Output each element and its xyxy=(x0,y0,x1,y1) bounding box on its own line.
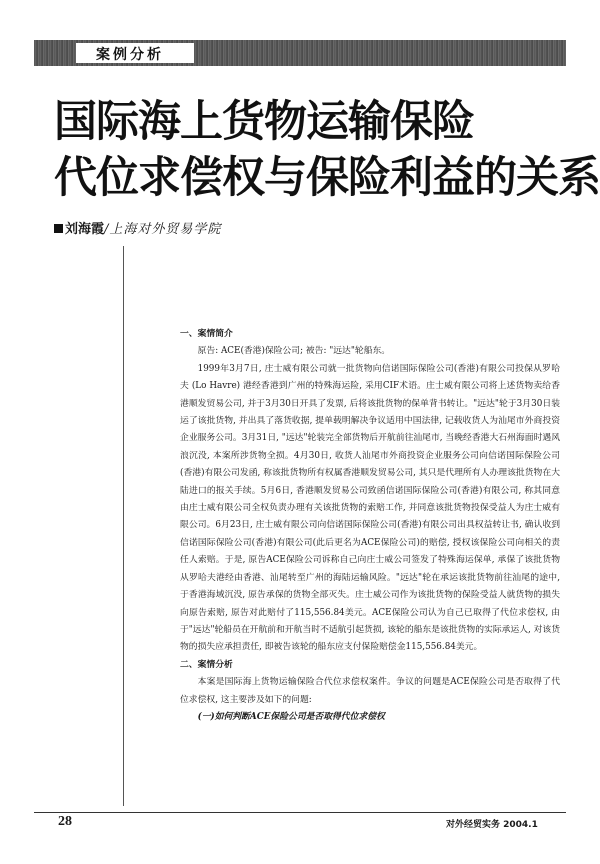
section-heading-2: 二、案情分析 xyxy=(180,659,233,670)
title-line-2: 代位求偿权与保险利益的关系 xyxy=(54,153,600,203)
author-name: 刘海霞 xyxy=(65,222,105,237)
article-body xyxy=(180,326,560,726)
section-heading-1: 一、案情简介 xyxy=(180,329,233,339)
author-square-icon xyxy=(54,224,63,233)
paragraph-analysis: 本案是国际海上货物运输保险合代位求偿权案件。争议的问题是ACE保险公司是否取得了代位求偿权, 这主要涉及如下的问题: xyxy=(180,677,560,705)
author-line xyxy=(54,218,221,237)
page-number: 28 xyxy=(58,814,72,829)
journal-info: 对外经贸实务 2004.1 xyxy=(446,820,538,830)
vertical-divider xyxy=(123,246,124,806)
paragraph-parties: 原告: ACE(香港)保险公司; 被告: "远达"轮船东。 xyxy=(197,346,391,357)
title-line-1: 国际海上货物运输保险 xyxy=(54,97,474,147)
author-affiliation: /上海对外贸易学院 xyxy=(104,222,222,237)
article-title xyxy=(54,94,600,206)
paragraph-case-facts: 1999年3月7日, 庄士威有限公司就一批货物向信诺国际保险公司(香港)有限公司投保从罗哈夫 (Lo Havre) 港经香港到广州的特殊海运险, 采用CIF术语。庄士威有限公司将上述货物卖给香港顺发贸易公司, 并于3月30日开具了发票, 后将该批货物的保单背书转让。"远达"轮于3月30日装运了该批货物, 并出具了落货收据, 提单载明解决争议适用中国法律, 记载收货人为汕尾市外商投资企业服务公司。3月31日, "远达"轮装完全部货物后开航前往汕尾市, 当晚经香港大石州海面时遇风浪沉没, 本案所涉货物全损。4月30日, 收货人汕尾市外商投资企业服务公司向信诺国际保险公司(香港)有限公司发函, 称该批货物所有权属香港顺发贸易公司, 其只是代理所有人办理该批货物在大陆进口的报关手续。5月6日, 香港顺发贸易公司致函信诺国际保险公司(香港)有限公司, 称其同意由庄士威有限公司全权负责办理有关该批货物的索赔工作, 并同意该批货物投保受益人为庄士威有限公司。6月23日, 庄士威有限公司向信诺国际保险公司(香港)有限公司出具权益转让书, 确认收到信诺国际保险公司(香港)有限公司(此后更名为ACE保险公司)的赔偿, 授权该保险公司向相关的责任人索赔。于是, 原告ACE保险公司诉称自己向庄士威公司签发了特殊海运保单, 承保了该批货物从罗哈夫港经由香港、汕尾转至广州的海陆运输风险。"远达"轮在承运该批货物前往汕尾的途中, 于香港海域沉没, 原告承保的货物全部灭失。庄士威公司作为该批货物的保险受益人就货物的损失向原告索赔, 原告对此赔付了115,556.84美元。ACE保险公司认为自己已取得了代位求偿权, 由于"远达"轮船员在开航前和开航当时不适航引起货损, 该轮的船东是该批货物的实际承运人, 对该货物的损失应承担责任, 即被告该轮的船东应支付保险赔偿金115,556.84美元。 xyxy=(180,363,560,653)
subheading: (一)如何判断ACE保险公司是否取得代位求偿权 xyxy=(197,711,385,722)
footer-rule xyxy=(34,812,566,813)
section-label: 案例分析 xyxy=(96,47,164,63)
